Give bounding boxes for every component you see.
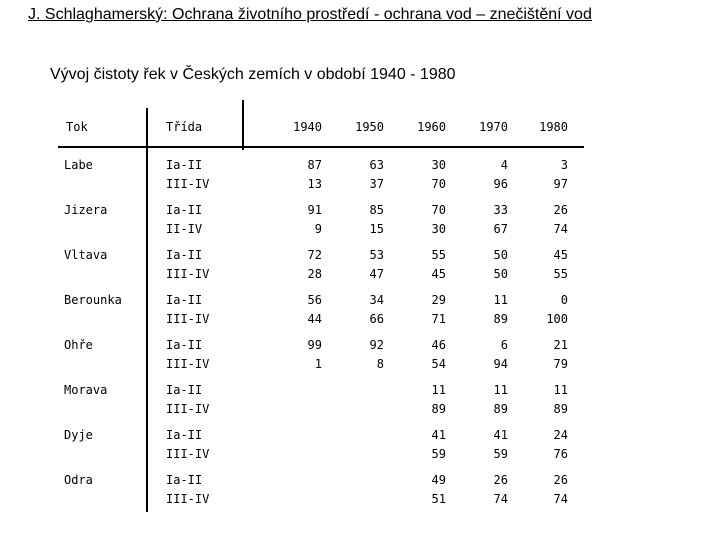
river-name: Labe <box>64 158 93 172</box>
value-cell: 0 <box>560 293 568 307</box>
value-cell: 44 <box>307 312 322 326</box>
value-cell: 11 <box>493 383 508 397</box>
value-cell: 63 <box>369 158 384 172</box>
value-cell: 89 <box>493 402 508 416</box>
class-label: Ia-II <box>166 338 203 352</box>
value-cell: 55 <box>431 248 446 262</box>
value-cell: 26 <box>553 203 568 217</box>
value-cell: 67 <box>493 222 508 236</box>
value-cell: 87 <box>307 158 322 172</box>
value-cell: 3 <box>560 158 568 172</box>
value-cell: 91 <box>307 203 322 217</box>
column-header-class: Třída <box>166 120 203 134</box>
river-name: Dyje <box>64 428 93 442</box>
value-cell: 13 <box>307 177 322 191</box>
class-label: III-IV <box>166 177 210 191</box>
value-cell: 97 <box>553 177 568 191</box>
river-name: Ohře <box>64 338 93 352</box>
river-name: Odra <box>64 473 93 487</box>
class-label: II-IV <box>166 222 203 236</box>
value-cell: 100 <box>546 312 568 326</box>
value-cell: 29 <box>431 293 446 307</box>
column-header-year: 1940 <box>293 120 322 134</box>
value-cell: 50 <box>493 248 508 262</box>
class-label: Ia-II <box>166 248 203 262</box>
value-cell: 11 <box>553 383 568 397</box>
value-cell: 24 <box>553 428 568 442</box>
value-cell: 94 <box>493 357 508 371</box>
value-cell: 11 <box>493 293 508 307</box>
column-header-year: 1980 <box>539 120 568 134</box>
value-cell: 4 <box>500 158 508 172</box>
class-label: Ia-II <box>166 383 203 397</box>
river-name: Morava <box>64 383 108 397</box>
value-cell: 74 <box>493 492 508 506</box>
value-cell: 6 <box>500 338 508 352</box>
table-divider-vertical-left <box>146 108 148 512</box>
class-label: Ia-II <box>166 158 203 172</box>
column-header-year: 1950 <box>355 120 384 134</box>
value-cell: 76 <box>553 447 568 461</box>
value-cell: 55 <box>553 267 568 281</box>
value-cell: 47 <box>369 267 384 281</box>
value-cell: 70 <box>431 203 446 217</box>
class-label: Ia-II <box>166 473 203 487</box>
value-cell: 92 <box>369 338 384 352</box>
table-divider-horizontal <box>58 146 584 148</box>
river-name: Berounka <box>64 293 122 307</box>
class-label: III-IV <box>166 492 210 506</box>
value-cell: 99 <box>307 338 322 352</box>
table-title: Vývoj čistoty řek v Českých zemích v období 1940 - 1980 <box>50 66 456 83</box>
value-cell: 89 <box>553 402 568 416</box>
class-label: III-IV <box>166 267 210 281</box>
value-cell: 1 <box>314 357 322 371</box>
value-cell: 79 <box>553 357 568 371</box>
class-label: III-IV <box>166 312 210 326</box>
value-cell: 15 <box>369 222 384 236</box>
column-header-year: 1970 <box>479 120 508 134</box>
value-cell: 11 <box>431 383 446 397</box>
value-cell: 9 <box>314 222 322 236</box>
value-cell: 51 <box>431 492 446 506</box>
value-cell: 46 <box>431 338 446 352</box>
value-cell: 45 <box>553 248 568 262</box>
column-header-year: 1960 <box>417 120 446 134</box>
value-cell: 72 <box>307 248 322 262</box>
value-cell: 34 <box>369 293 384 307</box>
value-cell: 59 <box>493 447 508 461</box>
value-cell: 53 <box>369 248 384 262</box>
value-cell: 89 <box>431 402 446 416</box>
value-cell: 37 <box>369 177 384 191</box>
river-name: Jizera <box>64 203 108 217</box>
value-cell: 28 <box>307 267 322 281</box>
value-cell: 21 <box>553 338 568 352</box>
table-divider-vertical-right <box>242 100 244 150</box>
value-cell: 56 <box>307 293 322 307</box>
class-label: III-IV <box>166 357 210 371</box>
value-cell: 74 <box>553 492 568 506</box>
class-label: Ia-II <box>166 203 203 217</box>
value-cell: 45 <box>431 267 446 281</box>
value-cell: 30 <box>431 158 446 172</box>
class-label: Ia-II <box>166 428 203 442</box>
value-cell: 30 <box>431 222 446 236</box>
column-header-river: Tok <box>66 120 88 134</box>
class-label: Ia-II <box>166 293 203 307</box>
value-cell: 89 <box>493 312 508 326</box>
value-cell: 49 <box>431 473 446 487</box>
value-cell: 85 <box>369 203 384 217</box>
river-name: Vltava <box>64 248 108 262</box>
value-cell: 41 <box>431 428 446 442</box>
value-cell: 54 <box>431 357 446 371</box>
value-cell: 96 <box>493 177 508 191</box>
value-cell: 71 <box>431 312 446 326</box>
value-cell: 50 <box>493 267 508 281</box>
value-cell: 41 <box>493 428 508 442</box>
value-cell: 26 <box>553 473 568 487</box>
value-cell: 8 <box>376 357 384 371</box>
value-cell: 66 <box>369 312 384 326</box>
value-cell: 33 <box>493 203 508 217</box>
class-label: III-IV <box>166 447 210 461</box>
value-cell: 26 <box>493 473 508 487</box>
class-label: III-IV <box>166 402 210 416</box>
page-title: J. Schlaghamerský: Ochrana životního prostředí - ochrana vod – znečištění vod <box>28 6 592 23</box>
value-cell: 74 <box>553 222 568 236</box>
value-cell: 59 <box>431 447 446 461</box>
value-cell: 70 <box>431 177 446 191</box>
